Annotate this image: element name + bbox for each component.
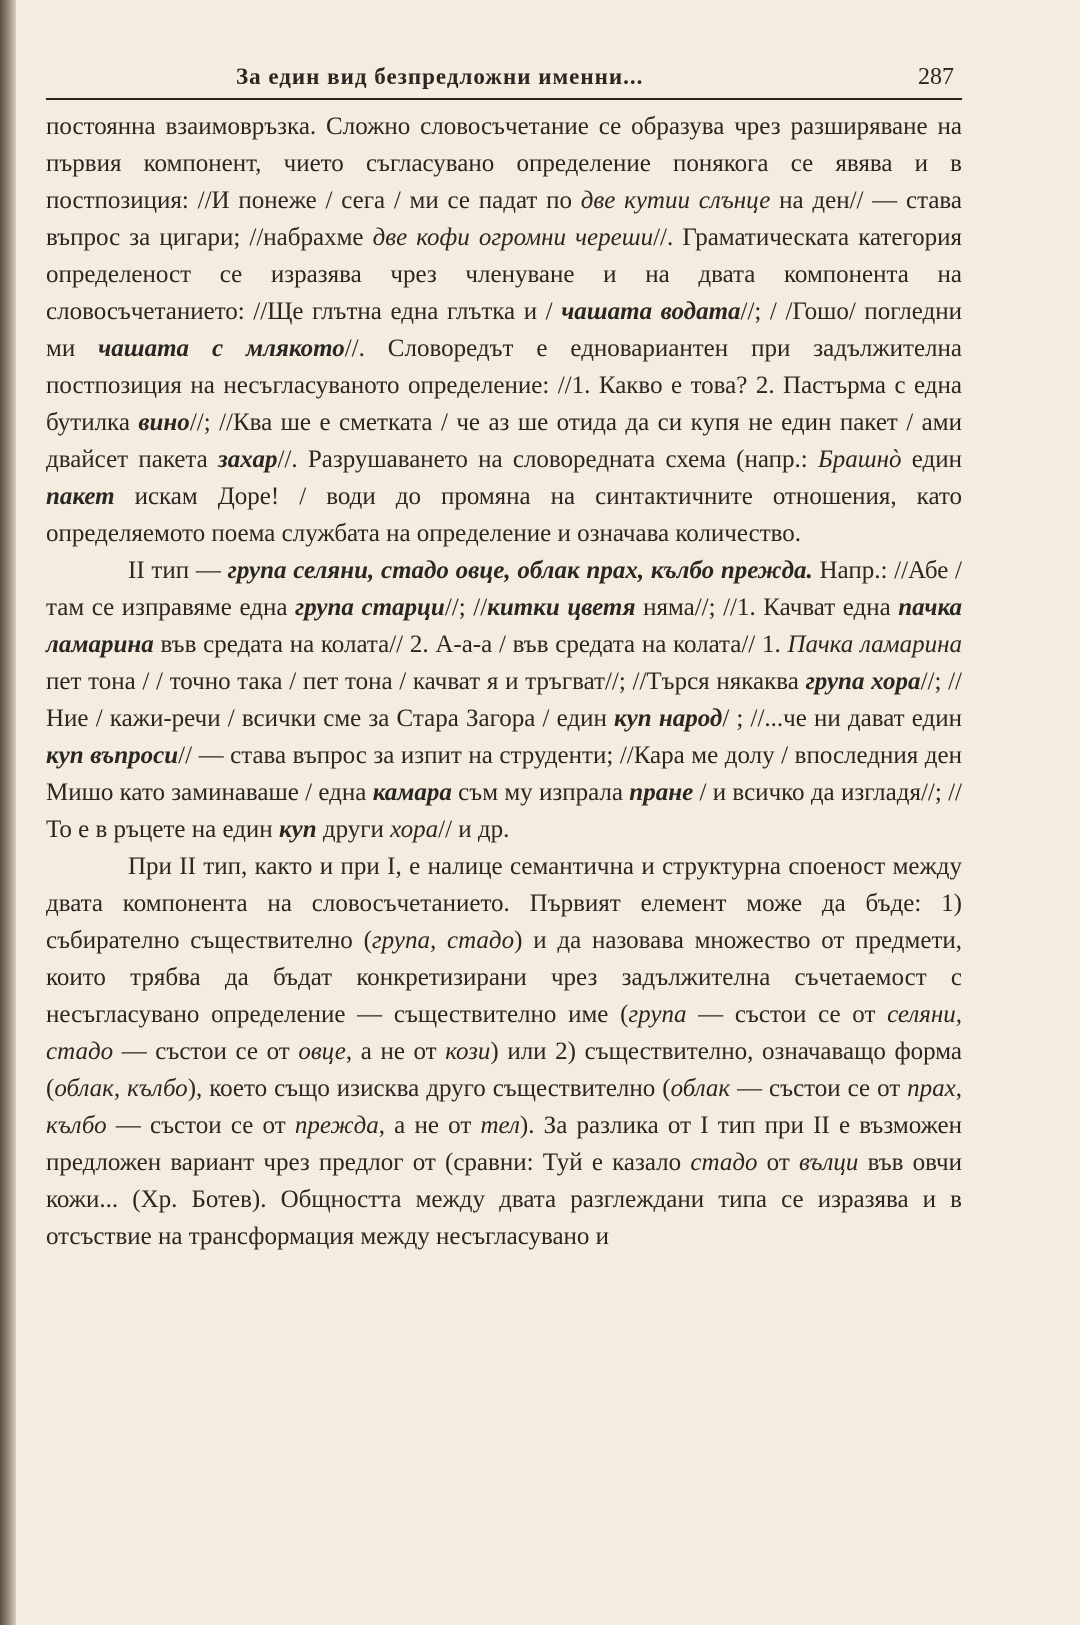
text-run: съм му изпрала bbox=[451, 779, 630, 806]
example-phrase-bold: група старци bbox=[295, 594, 445, 621]
text-run: — състои се от bbox=[686, 1001, 888, 1028]
text-run: във средата на колата// 2. А-а-а / във средата на колата// 1. bbox=[153, 631, 788, 658]
example-phrase-bold: пране bbox=[629, 779, 694, 806]
text-run: — състои се от bbox=[730, 1075, 908, 1102]
text-run: , а не от bbox=[378, 1112, 481, 1139]
text-run: — състои се от bbox=[106, 1112, 295, 1139]
example-phrase: прах bbox=[907, 1075, 956, 1102]
paragraph-1 bbox=[46, 108, 962, 552]
text-run: // и др. bbox=[438, 816, 510, 843]
page-number: 287 bbox=[918, 64, 954, 90]
text-run: //; //Ние / кажи-речи / всички сме за Стара Загора / един bbox=[46, 668, 962, 732]
example-phrase-bold: вино bbox=[138, 409, 190, 436]
text-run: //. Словоредът е едновариантен при задължителна постпозиция на несъгласуваното определение: //1. Какво е това? 2. Пастърма с една бутилка bbox=[46, 335, 962, 436]
text-run: //; // bbox=[444, 594, 488, 621]
example-phrase: Пачка ламарина bbox=[787, 631, 963, 658]
text-run: ) или 2) съществително, означаващо форма ( bbox=[46, 1038, 963, 1102]
text-run: други bbox=[316, 816, 391, 843]
example-phrase-bold: чашата водата bbox=[561, 298, 741, 325]
text-run: , а не от bbox=[345, 1038, 446, 1065]
text-run: няма//; //1. Качват една bbox=[635, 594, 899, 621]
text-run: / ; //...че ни дават един bbox=[722, 705, 963, 732]
text-run: //; //Ква ше е сметката / че аз ше отида да си купя не един пакет / ами двайсет пакета bbox=[46, 409, 962, 473]
text-run: от bbox=[757, 1149, 799, 1176]
example-phrase-bold: куп народ bbox=[614, 705, 723, 732]
text-run: ) и да назовава множество от предмети, които трябва да бъдат конкретизирани чрез задължителна съчетаемост с несъгласувано определение — съществително име ( bbox=[46, 927, 962, 1028]
example-phrase-bold: куп bbox=[278, 816, 317, 843]
text-run: ), което също изисква друго съществително ( bbox=[187, 1075, 671, 1102]
example-phrase: стадо bbox=[690, 1149, 758, 1176]
example-phrase: хора bbox=[390, 816, 439, 843]
example-phrase: селяни, стадо bbox=[46, 1001, 962, 1065]
text-run: на ден// — става въпрос за цигари; //набрахме bbox=[46, 187, 962, 251]
example-phrase: Брашнò bbox=[817, 446, 902, 473]
paragraph-3 bbox=[46, 848, 962, 1255]
text-run: //. Граматическата категория определеност се изразява чрез членуване и на двата компонента на словосъчетанието: //Ще глътна една глътка и / bbox=[46, 224, 962, 325]
example-phrase: група bbox=[628, 1001, 687, 1028]
example-phrase-bold: китки цветя bbox=[487, 594, 636, 621]
example-phrase: две кофи огромни череши bbox=[372, 224, 654, 251]
text-run: , bbox=[955, 1075, 962, 1102]
text-run: ). За разлика от I тип при II е възможен предложен вариант чрез предлог от (сравни: Туй е казало bbox=[46, 1112, 962, 1176]
example-phrase-bold: камара bbox=[372, 779, 452, 806]
example-phrase: тел bbox=[480, 1112, 520, 1139]
book-page bbox=[46, 58, 962, 1255]
text-run: / и всичко да изгладя//; //То е в ръцете на един bbox=[46, 779, 963, 843]
text-run: — състои се от bbox=[113, 1038, 299, 1065]
text-run: Напр.: //Абе / там се изправяме една bbox=[46, 557, 963, 621]
example-phrase: две кутии слънце bbox=[580, 187, 771, 214]
example-phrase: кълбо bbox=[46, 1112, 107, 1139]
text-run: един bbox=[901, 446, 963, 473]
page-header bbox=[46, 58, 962, 100]
body-text bbox=[46, 108, 962, 1255]
example-phrase-bold: пакет bbox=[46, 483, 115, 510]
running-title: За един вид безпредложни именни... bbox=[236, 64, 644, 89]
text-run: пет тона / / точно така / пет тона / качват я и тръгват//; //Търся някаква bbox=[46, 668, 806, 695]
text-run: постоянна взаимовръзка. Сложно словосъчетание се образува чрез разширяване на първия компонент, чието съгласувано определение понякога се явява и в постпозиция: //И понеже / сега / ми се падат по bbox=[46, 113, 962, 214]
example-phrase: прежда bbox=[294, 1112, 379, 1139]
example-phrase: овце bbox=[298, 1038, 346, 1065]
example-phrase-bold: куп въпроси bbox=[46, 742, 179, 769]
example-phrase-bold: група селяни, стадо овце, облак прах, кълбо прежда. bbox=[227, 557, 813, 584]
example-phrase: облак bbox=[670, 1075, 731, 1102]
example-phrase: кози bbox=[445, 1038, 491, 1065]
text-run: II тип — bbox=[128, 557, 228, 584]
example-phrase: вълци bbox=[798, 1149, 859, 1176]
example-phrase-bold: пачка ламарина bbox=[46, 594, 963, 658]
example-phrase-bold: група хора bbox=[805, 668, 921, 695]
text-run: //; / /Гошо/ погледни ми bbox=[46, 298, 962, 362]
book-spine-shadow bbox=[0, 0, 16, 1625]
paragraph-2 bbox=[46, 552, 962, 848]
text-run: искам Доре! / води до промяна на синтактичните отношения, като определяемото поема службата на определение и означава количество. bbox=[46, 483, 962, 547]
example-phrase: облак, кълбо bbox=[54, 1075, 188, 1102]
example-phrase-bold: захар bbox=[218, 446, 278, 473]
example-phrase: група, стадо bbox=[371, 927, 515, 954]
example-phrase-bold: чашата с млякото bbox=[98, 335, 345, 362]
text-run: При II тип, както и при I, е налице семантична и структурна споеност между двата компонента на словосъчетанието. Първият елемент може да бъде: 1) събирателно съществително ( bbox=[46, 853, 962, 954]
text-run: //. Разрушаването на словоредната схема (напр.: bbox=[277, 446, 818, 473]
text-run: // — става въпрос за изпит на струденти; //Кара ме долу / впоследния ден Мишо като заминаваше / една bbox=[46, 742, 962, 806]
text-run: във овчи кожи... (Хр. Ботев). Общността между двата разглеждани типа се изразява и в отсъствие на трансформация между несъгласувано и bbox=[46, 1149, 962, 1250]
